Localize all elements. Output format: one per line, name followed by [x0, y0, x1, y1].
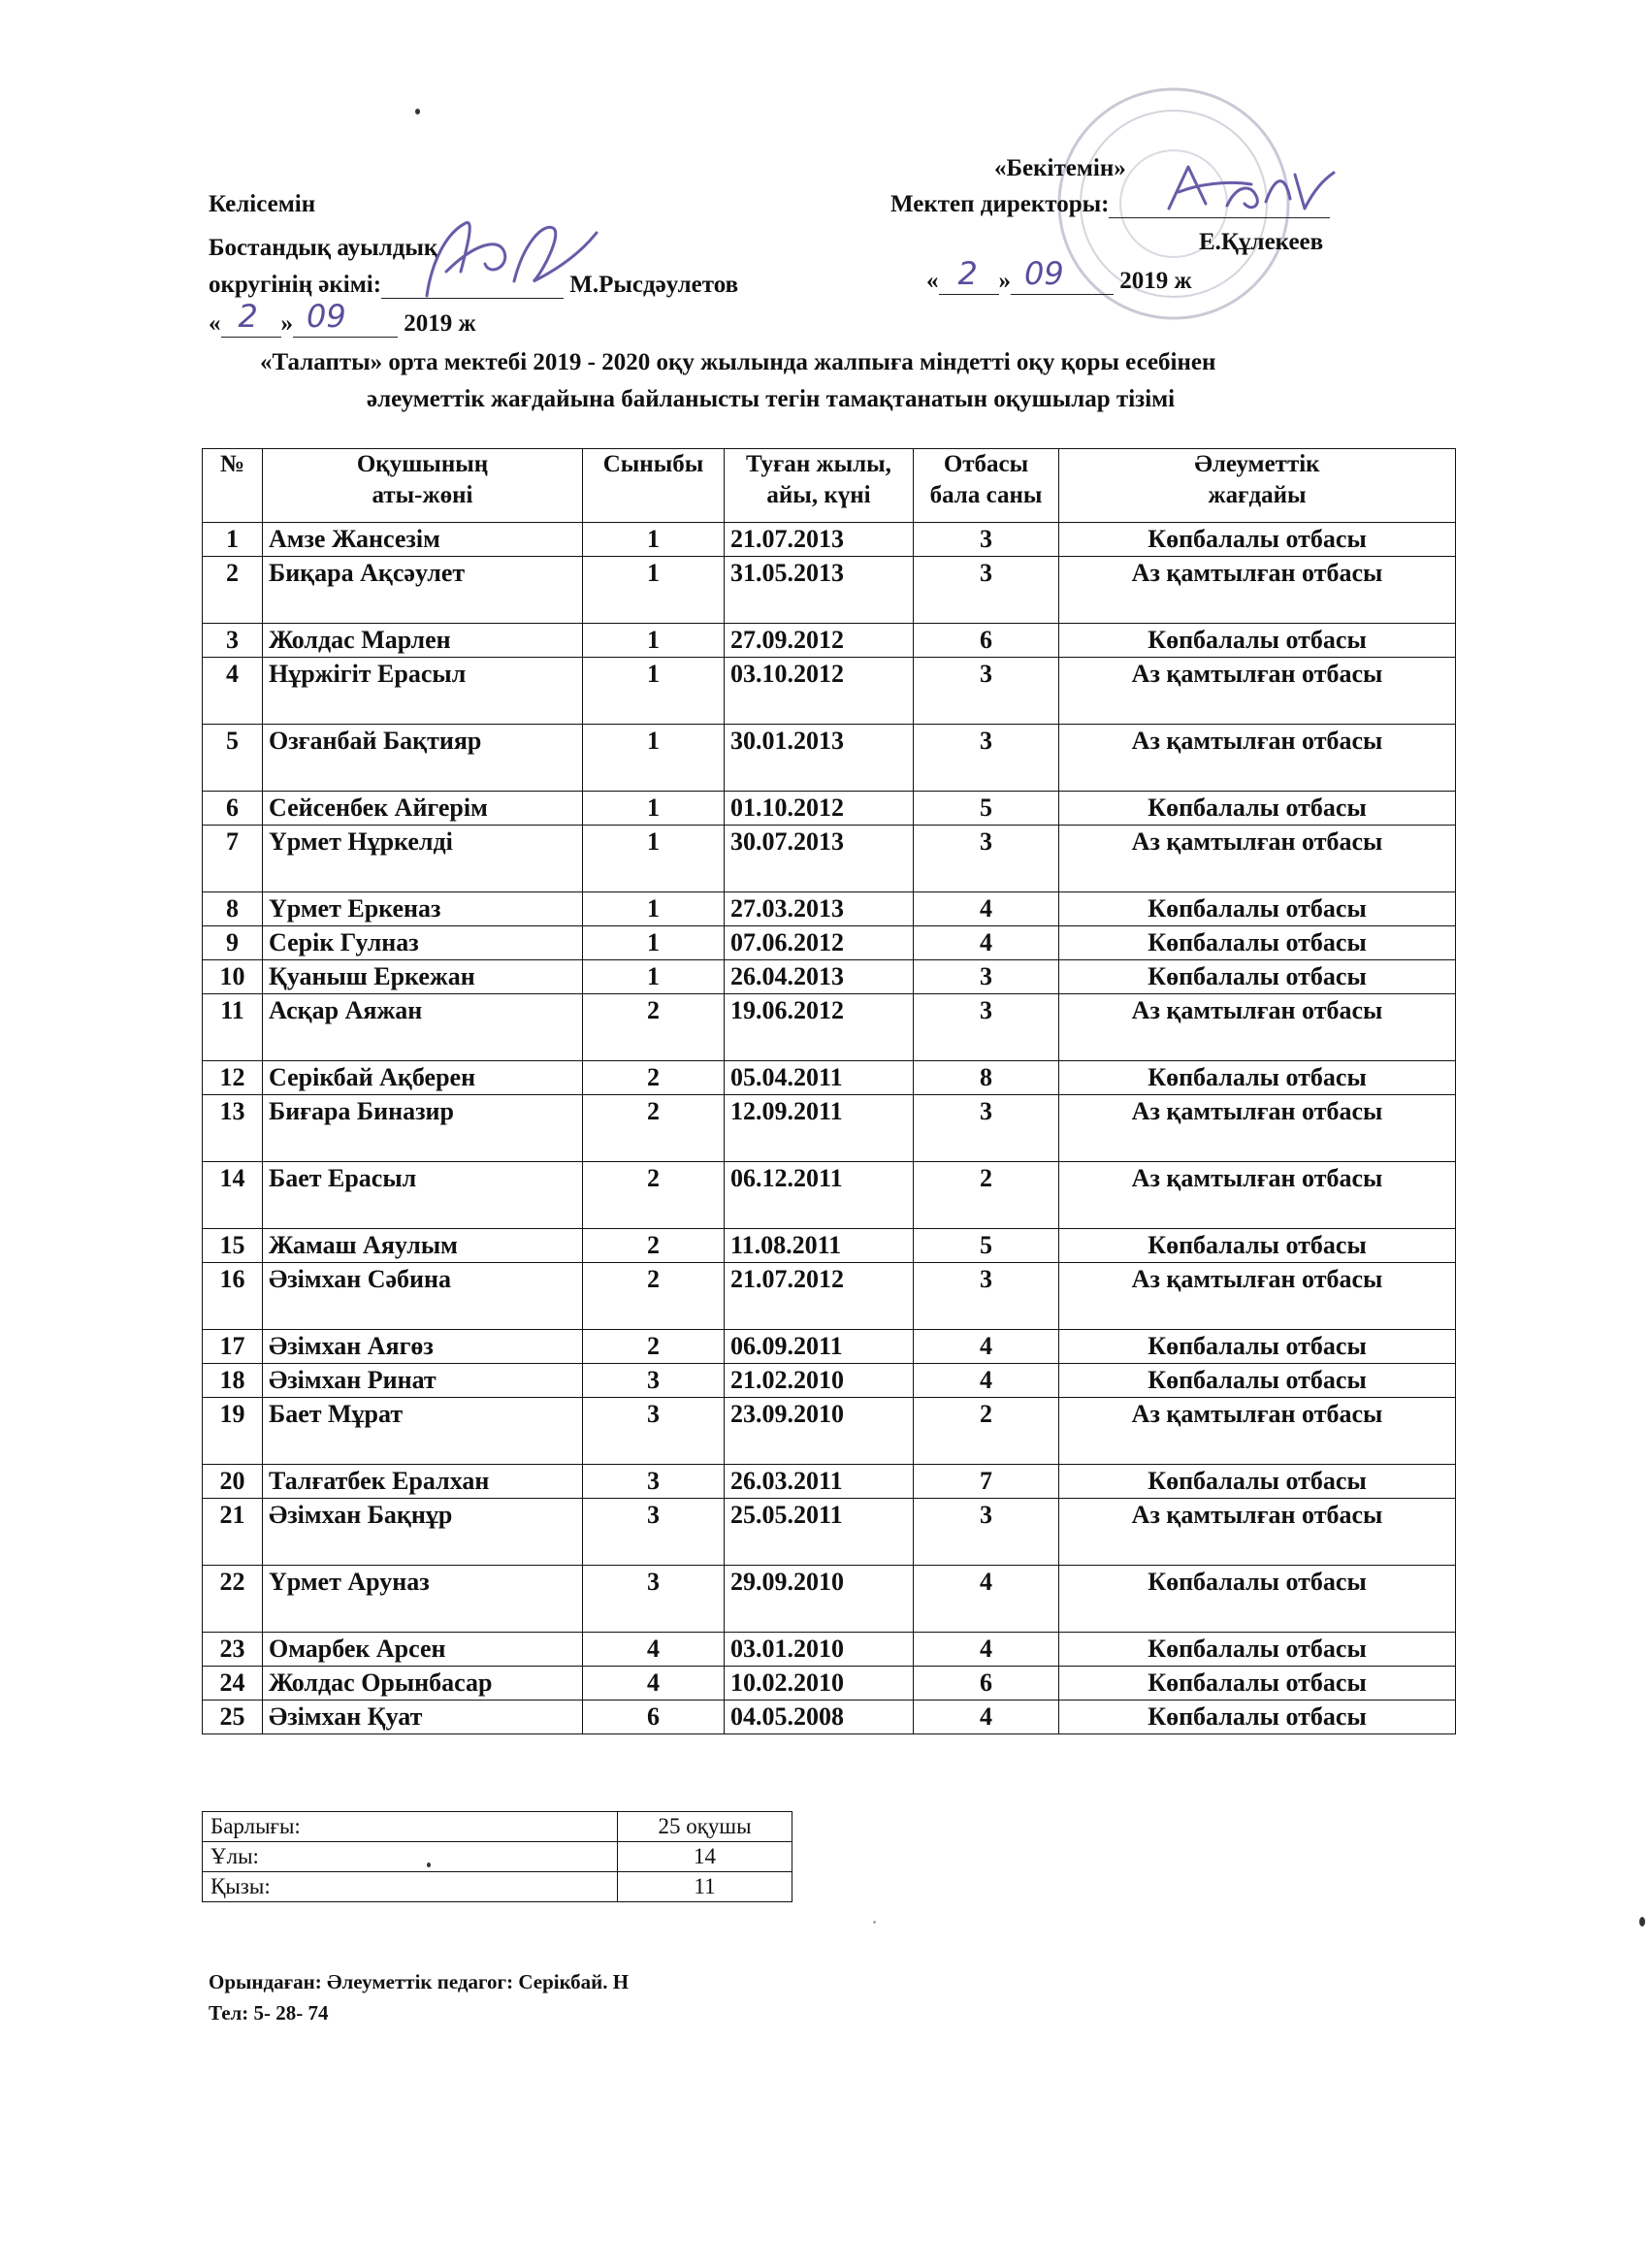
row-birth: 11.08.2011	[725, 1229, 914, 1263]
agree-month-field	[293, 297, 398, 338]
table-row	[203, 624, 1456, 658]
row-name: Сейсенбек Айгерім	[263, 792, 583, 826]
row-class: 2	[583, 994, 725, 1061]
row-status: Аз қамтылған отбасы	[1059, 1095, 1456, 1162]
row-name: Биқара Ақсәулет	[263, 557, 583, 624]
row-kids: 4	[914, 1364, 1059, 1398]
approve-date	[926, 254, 1192, 295]
agree-month: 09	[307, 297, 346, 335]
director-label: Мектеп директоры:	[890, 191, 1110, 217]
row-no: 22	[203, 1566, 263, 1633]
row-class: 4	[583, 1633, 725, 1667]
row-status: Аз қамтылған отбасы	[1059, 826, 1456, 892]
header-status	[1059, 449, 1456, 523]
table-row	[203, 1364, 1456, 1398]
row-status: Көпбалалы отбасы	[1059, 1701, 1456, 1734]
row-status: Көпбалалы отбасы	[1059, 1364, 1456, 1398]
row-name: Әзімхан Аягөз	[263, 1330, 583, 1364]
table-row	[203, 1061, 1456, 1095]
row-name: Әзімхан Қуат	[263, 1701, 583, 1734]
row-birth: 26.03.2011	[725, 1465, 914, 1499]
row-status: Аз қамтылған отбасы	[1059, 1398, 1456, 1465]
row-birth: 07.06.2012	[725, 926, 914, 960]
row-name: Бает Ерасыл	[263, 1162, 583, 1229]
table-row	[203, 523, 1456, 557]
scan-speck	[427, 1863, 431, 1867]
row-status: Көпбалалы отбасы	[1059, 926, 1456, 960]
totals-value: 14	[618, 1842, 792, 1872]
row-no: 10	[203, 960, 263, 994]
row-kids: 3	[914, 658, 1059, 725]
approve-date-quote-open: «	[926, 268, 939, 294]
row-no: 25	[203, 1701, 263, 1734]
row-name: Талғатбек Ералхан	[263, 1465, 583, 1499]
row-status: Көпбалалы отбасы	[1059, 624, 1456, 658]
agree-name: М.Рысдәулетов	[569, 272, 739, 298]
row-name: Бает Мұрат	[263, 1398, 583, 1465]
approve-year: 2019 ж	[1119, 268, 1192, 294]
header-name	[263, 449, 583, 523]
row-class: 3	[583, 1364, 725, 1398]
row-birth: 27.09.2012	[725, 624, 914, 658]
row-birth: 29.09.2010	[725, 1566, 914, 1633]
row-status: Көпбалалы отбасы	[1059, 523, 1456, 557]
row-name: Қуаныш Еркежан	[263, 960, 583, 994]
row-class: 1	[583, 725, 725, 792]
row-no: 20	[203, 1465, 263, 1499]
table-row	[203, 892, 1456, 926]
row-class: 1	[583, 658, 725, 725]
totals-label: Ұлы:	[203, 1842, 618, 1872]
row-status: Аз қамтылған отбасы	[1059, 1499, 1456, 1566]
row-status: Аз қамтылған отбасы	[1059, 557, 1456, 624]
row-status: Көпбалалы отбасы	[1059, 1465, 1456, 1499]
row-birth: 12.09.2011	[725, 1095, 914, 1162]
totals-value: 11	[618, 1872, 792, 1902]
table-row	[203, 792, 1456, 826]
agree-line2: округінің әкімі:	[209, 272, 382, 298]
row-status: Көпбалалы отбасы	[1059, 1061, 1456, 1095]
table-row	[203, 826, 1456, 892]
header-status-line1: Әлеуметтік	[1194, 451, 1320, 477]
row-name: Озғанбай Бақтияр	[263, 725, 583, 792]
table-row	[203, 1566, 1456, 1633]
row-name: Серік Гулназ	[263, 926, 583, 960]
row-name: Үрмет Еркеназ	[263, 892, 583, 926]
row-birth: 30.07.2013	[725, 826, 914, 892]
table-row	[203, 1229, 1456, 1263]
row-status: Көпбалалы отбасы	[1059, 1667, 1456, 1701]
row-birth: 10.02.2010	[725, 1667, 914, 1701]
row-no: 7	[203, 826, 263, 892]
row-no: 6	[203, 792, 263, 826]
row-kids: 4	[914, 892, 1059, 926]
row-class: 1	[583, 826, 725, 892]
row-name: Омарбек Арсен	[263, 1633, 583, 1667]
row-no: 1	[203, 523, 263, 557]
table-row	[203, 1330, 1456, 1364]
table-row	[203, 1667, 1456, 1701]
row-class: 1	[583, 960, 725, 994]
row-kids: 3	[914, 1263, 1059, 1330]
row-kids: 6	[914, 624, 1059, 658]
approve-title: «Бекітемін»	[994, 155, 1126, 181]
row-name: Жолдас Марлен	[263, 624, 583, 658]
row-kids: 5	[914, 1229, 1059, 1263]
row-class: 2	[583, 1061, 725, 1095]
agree-day: 2	[238, 297, 258, 335]
scan-speck	[415, 109, 420, 114]
row-class: 2	[583, 1330, 725, 1364]
row-class: 1	[583, 792, 725, 826]
row-status: Аз қамтылған отбасы	[1059, 994, 1456, 1061]
row-no: 8	[203, 892, 263, 926]
totals-row	[203, 1842, 792, 1872]
row-kids: 7	[914, 1465, 1059, 1499]
director-name: Е.Құлекеев	[1199, 229, 1324, 255]
row-birth: 21.07.2012	[725, 1263, 914, 1330]
header-kids-line2: бала саны	[929, 482, 1043, 508]
header-name-line2: аты-жөні	[372, 482, 473, 508]
scan-speck	[1639, 1917, 1645, 1927]
header-name-line1: Оқушының	[356, 451, 489, 477]
row-no: 18	[203, 1364, 263, 1398]
row-status: Аз қамтылған отбасы	[1059, 725, 1456, 792]
row-class: 2	[583, 1229, 725, 1263]
table-header-row	[203, 449, 1456, 523]
approve-date-quote-close: »	[998, 268, 1011, 294]
row-birth: 06.09.2011	[725, 1330, 914, 1364]
table-row	[203, 1701, 1456, 1734]
row-class: 2	[583, 1095, 725, 1162]
row-no: 11	[203, 994, 263, 1061]
scan-speck	[873, 1921, 876, 1924]
row-kids: 3	[914, 960, 1059, 994]
row-no: 14	[203, 1162, 263, 1229]
row-no: 13	[203, 1095, 263, 1162]
header-kids-line1: Отбасы	[943, 451, 1029, 477]
row-status: Аз қамтылған отбасы	[1059, 658, 1456, 725]
table-row	[203, 1465, 1456, 1499]
row-kids: 8	[914, 1061, 1059, 1095]
footer-prepared: Орындаған: Әлеуметтік педагог: Серікбай. Н	[209, 1970, 630, 1993]
row-kids: 3	[914, 557, 1059, 624]
row-no: 19	[203, 1398, 263, 1465]
row-no: 4	[203, 658, 263, 725]
akim-signature	[407, 204, 611, 310]
title-line1: «Талапты» орта мектебі 2019 - 2020 оқу жылында жалпыға міндетті оқу қоры есебінен	[260, 349, 1216, 375]
row-kids: 3	[914, 1499, 1059, 1566]
row-name: Әзімхан Сәбина	[263, 1263, 583, 1330]
row-kids: 4	[914, 1633, 1059, 1667]
row-birth: 06.12.2011	[725, 1162, 914, 1229]
totals-value: 25 оқушы	[618, 1812, 792, 1842]
totals-row	[203, 1872, 792, 1902]
row-no: 21	[203, 1499, 263, 1566]
row-name: Жолдас Орынбасар	[263, 1667, 583, 1701]
table-row	[203, 1162, 1456, 1229]
totals-row	[203, 1812, 792, 1842]
totals-label: Қызы:	[203, 1872, 618, 1902]
table-row	[203, 1263, 1456, 1330]
row-name: Серікбай Ақберен	[263, 1061, 583, 1095]
row-name: Биғара Биназир	[263, 1095, 583, 1162]
row-birth: 26.04.2013	[725, 960, 914, 994]
table-row	[203, 994, 1456, 1061]
row-class: 4	[583, 1667, 725, 1701]
row-class: 1	[583, 557, 725, 624]
row-no: 9	[203, 926, 263, 960]
header-kids	[914, 449, 1059, 523]
row-no: 23	[203, 1633, 263, 1667]
row-no: 5	[203, 725, 263, 792]
row-status: Көпбалалы отбасы	[1059, 792, 1456, 826]
row-status: Көпбалалы отбасы	[1059, 960, 1456, 994]
row-birth: 04.05.2008	[725, 1701, 914, 1734]
agree-date-quote-close: »	[280, 310, 293, 337]
agree-day-field	[221, 297, 281, 338]
header-birth-line2: айы, күні	[766, 482, 871, 508]
row-status: Көпбалалы отбасы	[1059, 1229, 1456, 1263]
row-kids: 6	[914, 1667, 1059, 1701]
row-name: Нұржігіт Ерасыл	[263, 658, 583, 725]
approve-day: 2	[957, 254, 978, 292]
row-name: Амзе Жансезім	[263, 523, 583, 557]
row-class: 2	[583, 1263, 725, 1330]
row-name: Әзімхан Ринат	[263, 1364, 583, 1398]
agree-line1: Бостандық ауылдық	[209, 235, 438, 261]
row-kids: 3	[914, 826, 1059, 892]
row-status: Аз қамтылған отбасы	[1059, 1263, 1456, 1330]
row-name: Әзімхан Бақнұр	[263, 1499, 583, 1566]
row-kids: 5	[914, 792, 1059, 826]
header-birth	[725, 449, 914, 523]
row-kids: 4	[914, 1701, 1059, 1734]
totals-label: Барлығы:	[203, 1812, 618, 1842]
table-row	[203, 1398, 1456, 1465]
row-birth: 03.01.2010	[725, 1633, 914, 1667]
agree-date	[209, 297, 476, 338]
row-class: 6	[583, 1701, 725, 1734]
table-row	[203, 1095, 1456, 1162]
row-class: 3	[583, 1499, 725, 1566]
row-birth: 30.01.2013	[725, 725, 914, 792]
row-kids: 2	[914, 1162, 1059, 1229]
row-name: Асқар Аяжан	[263, 994, 583, 1061]
row-kids: 4	[914, 1566, 1059, 1633]
row-kids: 3	[914, 1095, 1059, 1162]
row-status: Көпбалалы отбасы	[1059, 1633, 1456, 1667]
table-row	[203, 658, 1456, 725]
table-row	[203, 725, 1456, 792]
agree-title: Келісемін	[209, 191, 316, 217]
approve-day-field	[939, 254, 999, 295]
header-status-line2: жағдайы	[1208, 482, 1307, 508]
row-status: Көпбалалы отбасы	[1059, 892, 1456, 926]
table-row	[203, 926, 1456, 960]
director-signature	[1159, 155, 1343, 223]
row-class: 2	[583, 1162, 725, 1229]
table-row	[203, 557, 1456, 624]
row-class: 1	[583, 892, 725, 926]
row-birth: 03.10.2012	[725, 658, 914, 725]
row-kids: 4	[914, 926, 1059, 960]
row-name: Үрмет Аруназ	[263, 1566, 583, 1633]
row-status: Аз қамтылған отбасы	[1059, 1162, 1456, 1229]
row-kids: 3	[914, 994, 1059, 1061]
students-table	[202, 448, 1456, 1734]
row-birth: 27.03.2013	[725, 892, 914, 926]
row-class: 1	[583, 926, 725, 960]
row-kids: 2	[914, 1398, 1059, 1465]
row-birth: 25.05.2011	[725, 1499, 914, 1566]
row-no: 17	[203, 1330, 263, 1364]
header-birth-line1: Туған жылы,	[746, 451, 891, 477]
row-status: Көпбалалы отбасы	[1059, 1566, 1456, 1633]
row-no: 3	[203, 624, 263, 658]
table-row	[203, 1499, 1456, 1566]
header-class: Сыныбы	[583, 449, 725, 523]
totals-table	[202, 1811, 792, 1902]
row-class: 3	[583, 1566, 725, 1633]
agree-year: 2019 ж	[404, 310, 476, 337]
row-birth: 19.06.2012	[725, 994, 914, 1061]
row-birth: 31.05.2013	[725, 557, 914, 624]
row-birth: 21.07.2013	[725, 523, 914, 557]
approve-month-field	[1011, 254, 1114, 295]
header-no: №	[203, 449, 263, 523]
row-birth: 05.04.2011	[725, 1061, 914, 1095]
title-line2: әлеуметтік жағдайына байланысты тегін тамақтанатын оқушылар тізімі	[367, 386, 1176, 412]
approve-month: 09	[1024, 254, 1064, 292]
row-no: 16	[203, 1263, 263, 1330]
row-class: 3	[583, 1398, 725, 1465]
row-name: Үрмет Нұркелді	[263, 826, 583, 892]
row-class: 1	[583, 624, 725, 658]
table-row	[203, 960, 1456, 994]
row-kids: 4	[914, 1330, 1059, 1364]
row-no: 12	[203, 1061, 263, 1095]
row-birth: 01.10.2012	[725, 792, 914, 826]
agree-date-quote-open: «	[209, 310, 221, 337]
row-status: Көпбалалы отбасы	[1059, 1330, 1456, 1364]
row-birth: 23.09.2010	[725, 1398, 914, 1465]
row-kids: 3	[914, 725, 1059, 792]
row-no: 15	[203, 1229, 263, 1263]
row-name: Жамаш Аяулым	[263, 1229, 583, 1263]
footer-phone: Тел: 5- 28- 74	[209, 2001, 329, 2025]
row-no: 24	[203, 1667, 263, 1701]
row-no: 2	[203, 557, 263, 624]
row-class: 3	[583, 1465, 725, 1499]
row-birth: 21.02.2010	[725, 1364, 914, 1398]
row-class: 1	[583, 523, 725, 557]
row-kids: 3	[914, 523, 1059, 557]
table-row	[203, 1633, 1456, 1667]
